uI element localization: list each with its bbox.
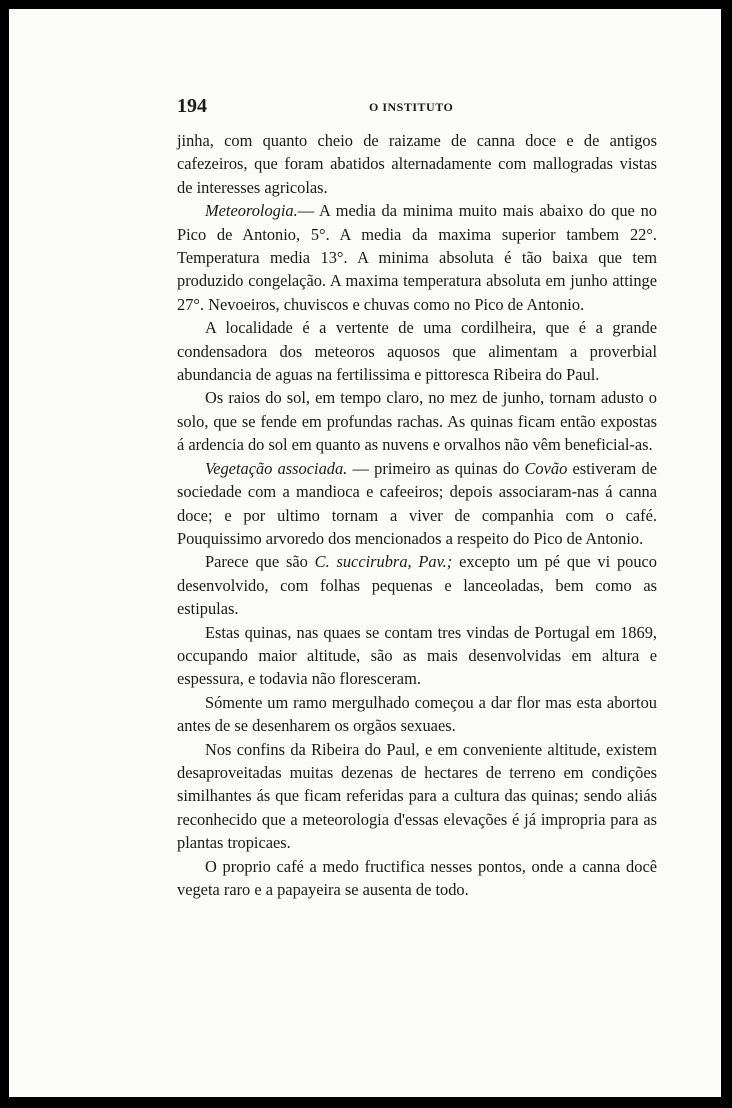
- paragraph: [177, 691, 657, 738]
- paragraph: [177, 386, 657, 456]
- paragraph-text: A localidade é a vertente de uma cordilheira, que é a grande condensadora dos meteoros aquosos que alimentam a proverbial abundancia de aguas na fertilissima e pittoresca Ribeira do Paul.: [177, 318, 657, 385]
- paragraph-text: Sómente um ramo mergulhado começou a dar flor mas esta abortou antes de se desenharem os orgãos sexuaes.: [177, 692, 657, 736]
- paragraph-text: O proprio café a medo fructifica nesses pontos, onde a canna docê vegeta raro e a papayeira se ausenta de todo.: [177, 856, 657, 899]
- paragraph-text: Os raios do sol, em tempo claro, no mez de junho, tornam adusto o solo, que se fende em profundas rachas. As quinas ficam então expostas á ardencia do sol em quanto as nuvens e orvalhos não vêm beneficial-as.: [177, 388, 657, 455]
- paragraph: [177, 738, 657, 855]
- paragraph: [177, 550, 657, 620]
- page-frame: [6, 6, 724, 1100]
- journal-title: O INSTITUTO: [369, 100, 454, 114]
- paragraph: [177, 199, 657, 316]
- paragraph-text: estiveram de sociedade com a mandioca e cafeeiros; depois associaram-nas á canna doce; e por ultimo tornam a viver de companhia com o café. Pouquissimo arvoredo dos mencionados a respeito do Pico de Antonio.: [177, 458, 657, 548]
- paragraph-text: jinha, com quanto cheio de raizame de canna doce e de antigos cafezeiros, que foram abatidos alternadamente com mallogradas vistas de interesses agricolas.: [177, 131, 657, 197]
- paragraph: [177, 855, 657, 902]
- paragraph-text: — primeiro as quinas do: [347, 458, 525, 478]
- place-name: Covão: [524, 458, 568, 478]
- paragraph: [177, 129, 657, 199]
- section-heading: Meteorologia.: [205, 201, 298, 221]
- species-name: C. succirubra, Pav.;: [314, 552, 453, 572]
- paragraph: [177, 457, 657, 551]
- paragraph-text: Parece que são: [205, 552, 315, 572]
- paragraph: [177, 316, 657, 386]
- section-heading: Vegetação associada.: [205, 458, 348, 478]
- paragraph-text: Estas quinas, nas quaes se contam tres vindas de Portugal em 1869, occupando maior altitude, são as mais desenvolvidas em altura e espessura, e todavia não floresceram.: [177, 622, 657, 689]
- paragraph-text: excepto um pé que vi pouco desenvolvido, com folhas pequenas e lanceoladas, bem como as estipulas.: [177, 552, 657, 619]
- book-page: [9, 9, 721, 1097]
- paragraph-text: Nos confins da Ribeira do Paul, e em conveniente altitude, existem desaproveitadas muitas dezenas de hectares de terreno em condições similhantes ás que ficam referidas para a cultura das quinas; sendo aliás reconhecido que a meteorologia d'essas elevações é já impropria para as plantas tropicaes.: [177, 739, 657, 853]
- running-head: [177, 95, 657, 119]
- paragraph: [177, 621, 657, 691]
- body-text: [177, 129, 657, 901]
- paragraph-text: — A media da minima muito mais abaixo do que no Pico de Antonio, 5°. A media da maxima superior tambem 22°. Temperatura media 13°. A minima absoluta é tão baixa que tem produzido congelação. A maxima temperatura absoluta em junho attinge 27°. Nevoeiros, chuviscos e chuvas como no Pico de Antonio.: [177, 201, 657, 314]
- page-number: 194: [177, 95, 207, 117]
